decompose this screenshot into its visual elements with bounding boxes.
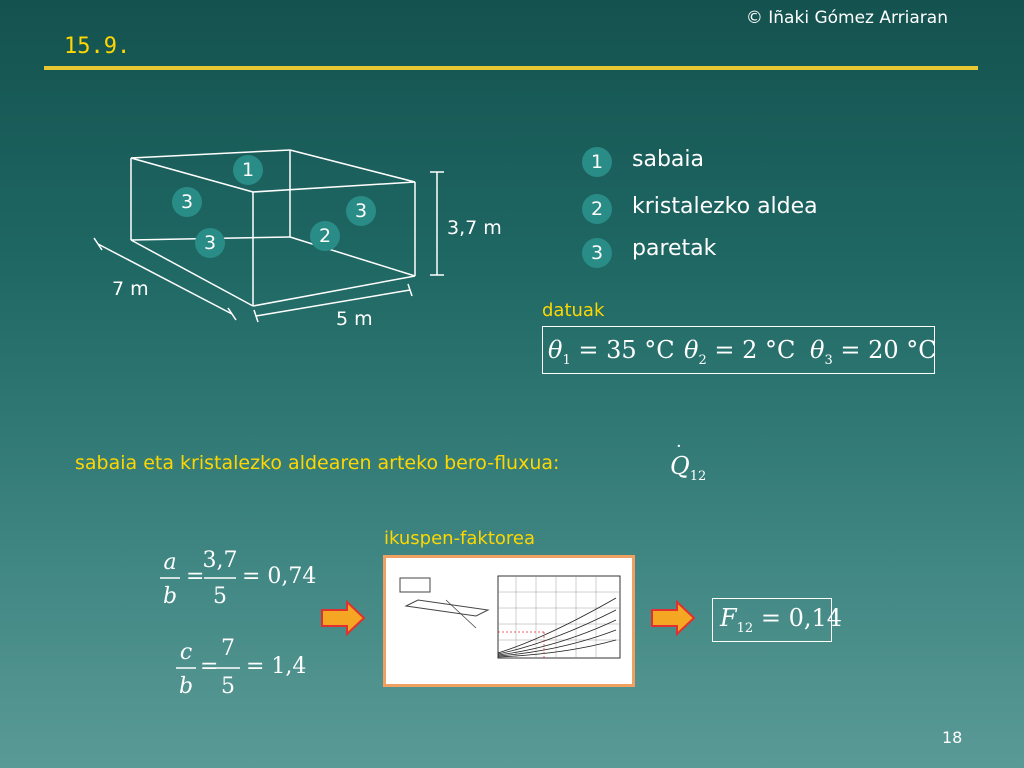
legend-label-3: paretak xyxy=(632,236,717,261)
ratio1-den2: 5 xyxy=(213,584,227,609)
flux-description: sabaia eta kristalezko aldearen arteko bero-fluxua: xyxy=(75,452,560,474)
ratio2-result: = 1,4 xyxy=(246,654,307,679)
ratio1-num: a xyxy=(163,550,177,575)
ratio2-eq: = xyxy=(200,654,219,679)
temp-value: = 2 °C xyxy=(714,336,796,364)
surface-badge-3a: 3 xyxy=(172,187,202,217)
width-label: 5 m xyxy=(336,308,373,330)
temp-value: = 35 °C xyxy=(578,336,675,364)
view-factor-chart-image xyxy=(383,555,635,687)
copyright-text: © Iñaki Gómez Arriaran xyxy=(745,8,948,28)
temp-value: = 20 °C xyxy=(840,336,937,364)
theta-symbol: θ xyxy=(810,336,825,364)
f-sub: 12 xyxy=(736,620,754,636)
legend-badge-1: 1 xyxy=(582,147,612,177)
q-sub: 12 xyxy=(689,468,707,484)
surface-badge-3c: 3 xyxy=(195,228,225,258)
ratio1-num2: 3,7 xyxy=(202,548,238,573)
theta-sub: 1 xyxy=(562,352,571,368)
theta-sub: 2 xyxy=(698,352,707,368)
data-label: datuak xyxy=(542,300,605,321)
surface-badge-3b: 3 xyxy=(346,196,376,226)
height-label: 3,7 m xyxy=(447,217,502,239)
ratio2-num: c xyxy=(179,640,193,665)
view-factor-label: ikuspen-faktorea xyxy=(384,528,536,549)
ratio2-den2: 5 xyxy=(221,674,235,699)
ratio2-den: b xyxy=(178,674,194,699)
temp-2 xyxy=(684,336,795,368)
arrow-right-icon-1 xyxy=(322,602,364,634)
room-box-wireframe xyxy=(131,150,415,306)
depth-label: 7 m xyxy=(112,278,149,300)
ratio2-num2: 7 xyxy=(221,636,235,661)
view-factor-result xyxy=(720,604,842,636)
legend-label-2: kristalezko aldea xyxy=(632,194,818,219)
temp-3 xyxy=(810,336,937,368)
flux-symbol: · $Q_{12}$ xyxy=(670,436,707,484)
ratio1-result: = 0,74 xyxy=(242,564,317,589)
f-symbol: F xyxy=(720,604,737,632)
ratio1-eq: = xyxy=(186,564,205,589)
q-symbol: Q xyxy=(670,452,690,480)
legend-badge-3: 3 xyxy=(582,238,612,268)
slide-title: 15.9. xyxy=(64,34,131,59)
legend-label-1: sabaia xyxy=(632,147,704,172)
surface-badge-1: 1 xyxy=(233,155,263,185)
temp-1 xyxy=(548,336,675,368)
legend-badge-2: 2 xyxy=(582,194,612,224)
theta-symbol: θ xyxy=(684,336,699,364)
arrow-right-icon-2 xyxy=(652,602,694,634)
ratio1-den: b xyxy=(162,584,178,609)
view-factor-chart-thumbnail xyxy=(386,558,632,684)
surface-badge-2: 2 xyxy=(310,221,340,251)
theta-symbol: θ xyxy=(548,336,563,364)
page-number: 18 xyxy=(942,728,963,747)
f-value: = 0,14 xyxy=(760,604,843,632)
theta-sub: 3 xyxy=(824,352,833,368)
